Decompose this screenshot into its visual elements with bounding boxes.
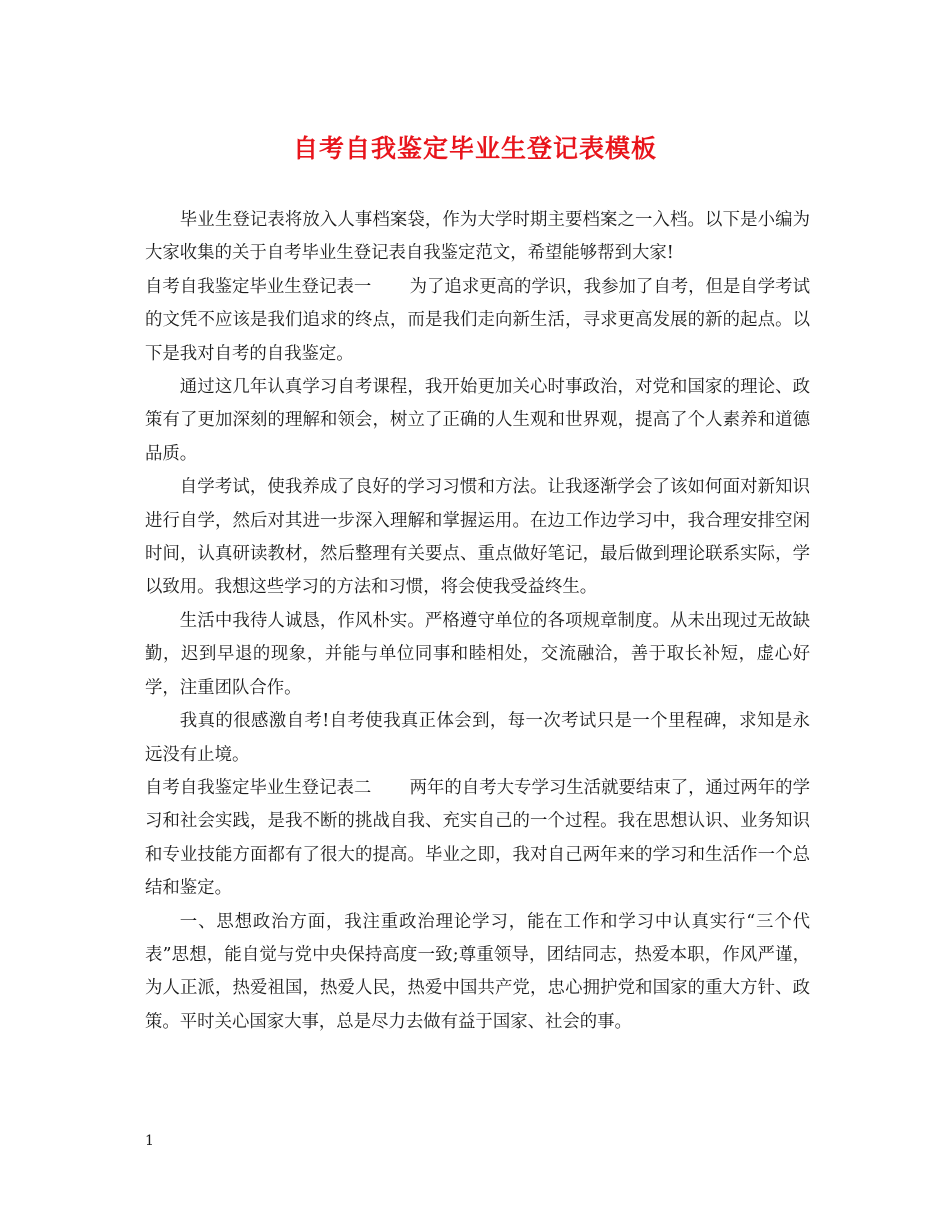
paragraph-intro (145, 204, 810, 271)
section-heading: 自考自我鉴定毕业生登记表二 (145, 777, 372, 798)
paragraph-section-one (145, 271, 810, 371)
paragraph-text: 生活中我待人诚恳，作风朴实。严格遵守单位的各项规章制度。从未出现过无故缺勤，迟到早退的现象，并能与单位同事和睦相处，交流融洽，善于取长补短，虚心好学，注重团队合作。 (145, 610, 810, 698)
paragraph-text: 一、思想政治方面，我注重政治理论学习，能在工作和学习中认真实行“三个代表”思想，能自觉与党中央保持高度一致;尊重领导，团结同志，热爱本职，作风严谨，为人正派，热爱祖国，热爱人民，热爱中国共产党，忠心拥护党和国家的重大方针、政策。平时关心国家大事，总是尽力去做有益于国家、社会的事。 (145, 911, 810, 1032)
document-body (145, 204, 810, 1039)
paragraph (145, 705, 810, 772)
page-number: 1 (145, 1133, 154, 1149)
document-title: 自考自我鉴定毕业生登记表模板 (292, 134, 657, 163)
paragraph (145, 471, 810, 605)
paragraph (145, 371, 810, 471)
section-heading: 自考自我鉴定毕业生登记表一 (145, 276, 372, 297)
paragraph-text: 为了追求更高的学识，我参加了自考，但是自学考试的文凭不应该是我们追求的终点，而是我们走向新生活，寻求更高发展的新的起点。以下是我对自考的自我鉴定。 (145, 276, 810, 364)
paragraph-text: 我真的很感激自考!自考使我真正体会到，每一次考试只是一个里程碑，求知是永远没有止境。 (145, 711, 810, 765)
paragraph-text: 毕业生登记表将放入人事档案袋，作为大学时期主要档案之一入档。以下是小编为大家收集的关于自考毕业生登记表自我鉴定范文，希望能够帮到大家! (145, 210, 810, 264)
paragraph (145, 605, 810, 705)
paragraph-text: 自学考试，使我养成了良好的学习习惯和方法。让我逐渐学会了该如何面对新知识进行自学，然后对其进一步深入理解和掌握运用。在边工作边学习中，我合理安排空闲时间，认真研读教材，然后整理有关要点、重点做好笔记，最后做到理论联系实际，学以致用。我想这些学习的方法和习惯，将会使我受益终生。 (145, 477, 810, 598)
paragraph (145, 906, 810, 1040)
paragraph-text: 两年的自考大专学习生活就要结束了，通过两年的学习和社会实践，是我不断的挑战自我、充实自己的一个过程。我在思想认识、业务知识和专业技能方面都有了很大的提高。毕业之即，我对自己两年来的学习和生活作一个总结和鉴定。 (145, 777, 810, 899)
paragraph-section-two (145, 772, 810, 906)
paragraph-text: 通过这几年认真学习自考课程，我开始更加关心时事政治，对党和国家的理论、政策有了更加深刻的理解和领会，树立了正确的人生观和世界观，提高了个人素养和道德品质。 (145, 377, 810, 464)
